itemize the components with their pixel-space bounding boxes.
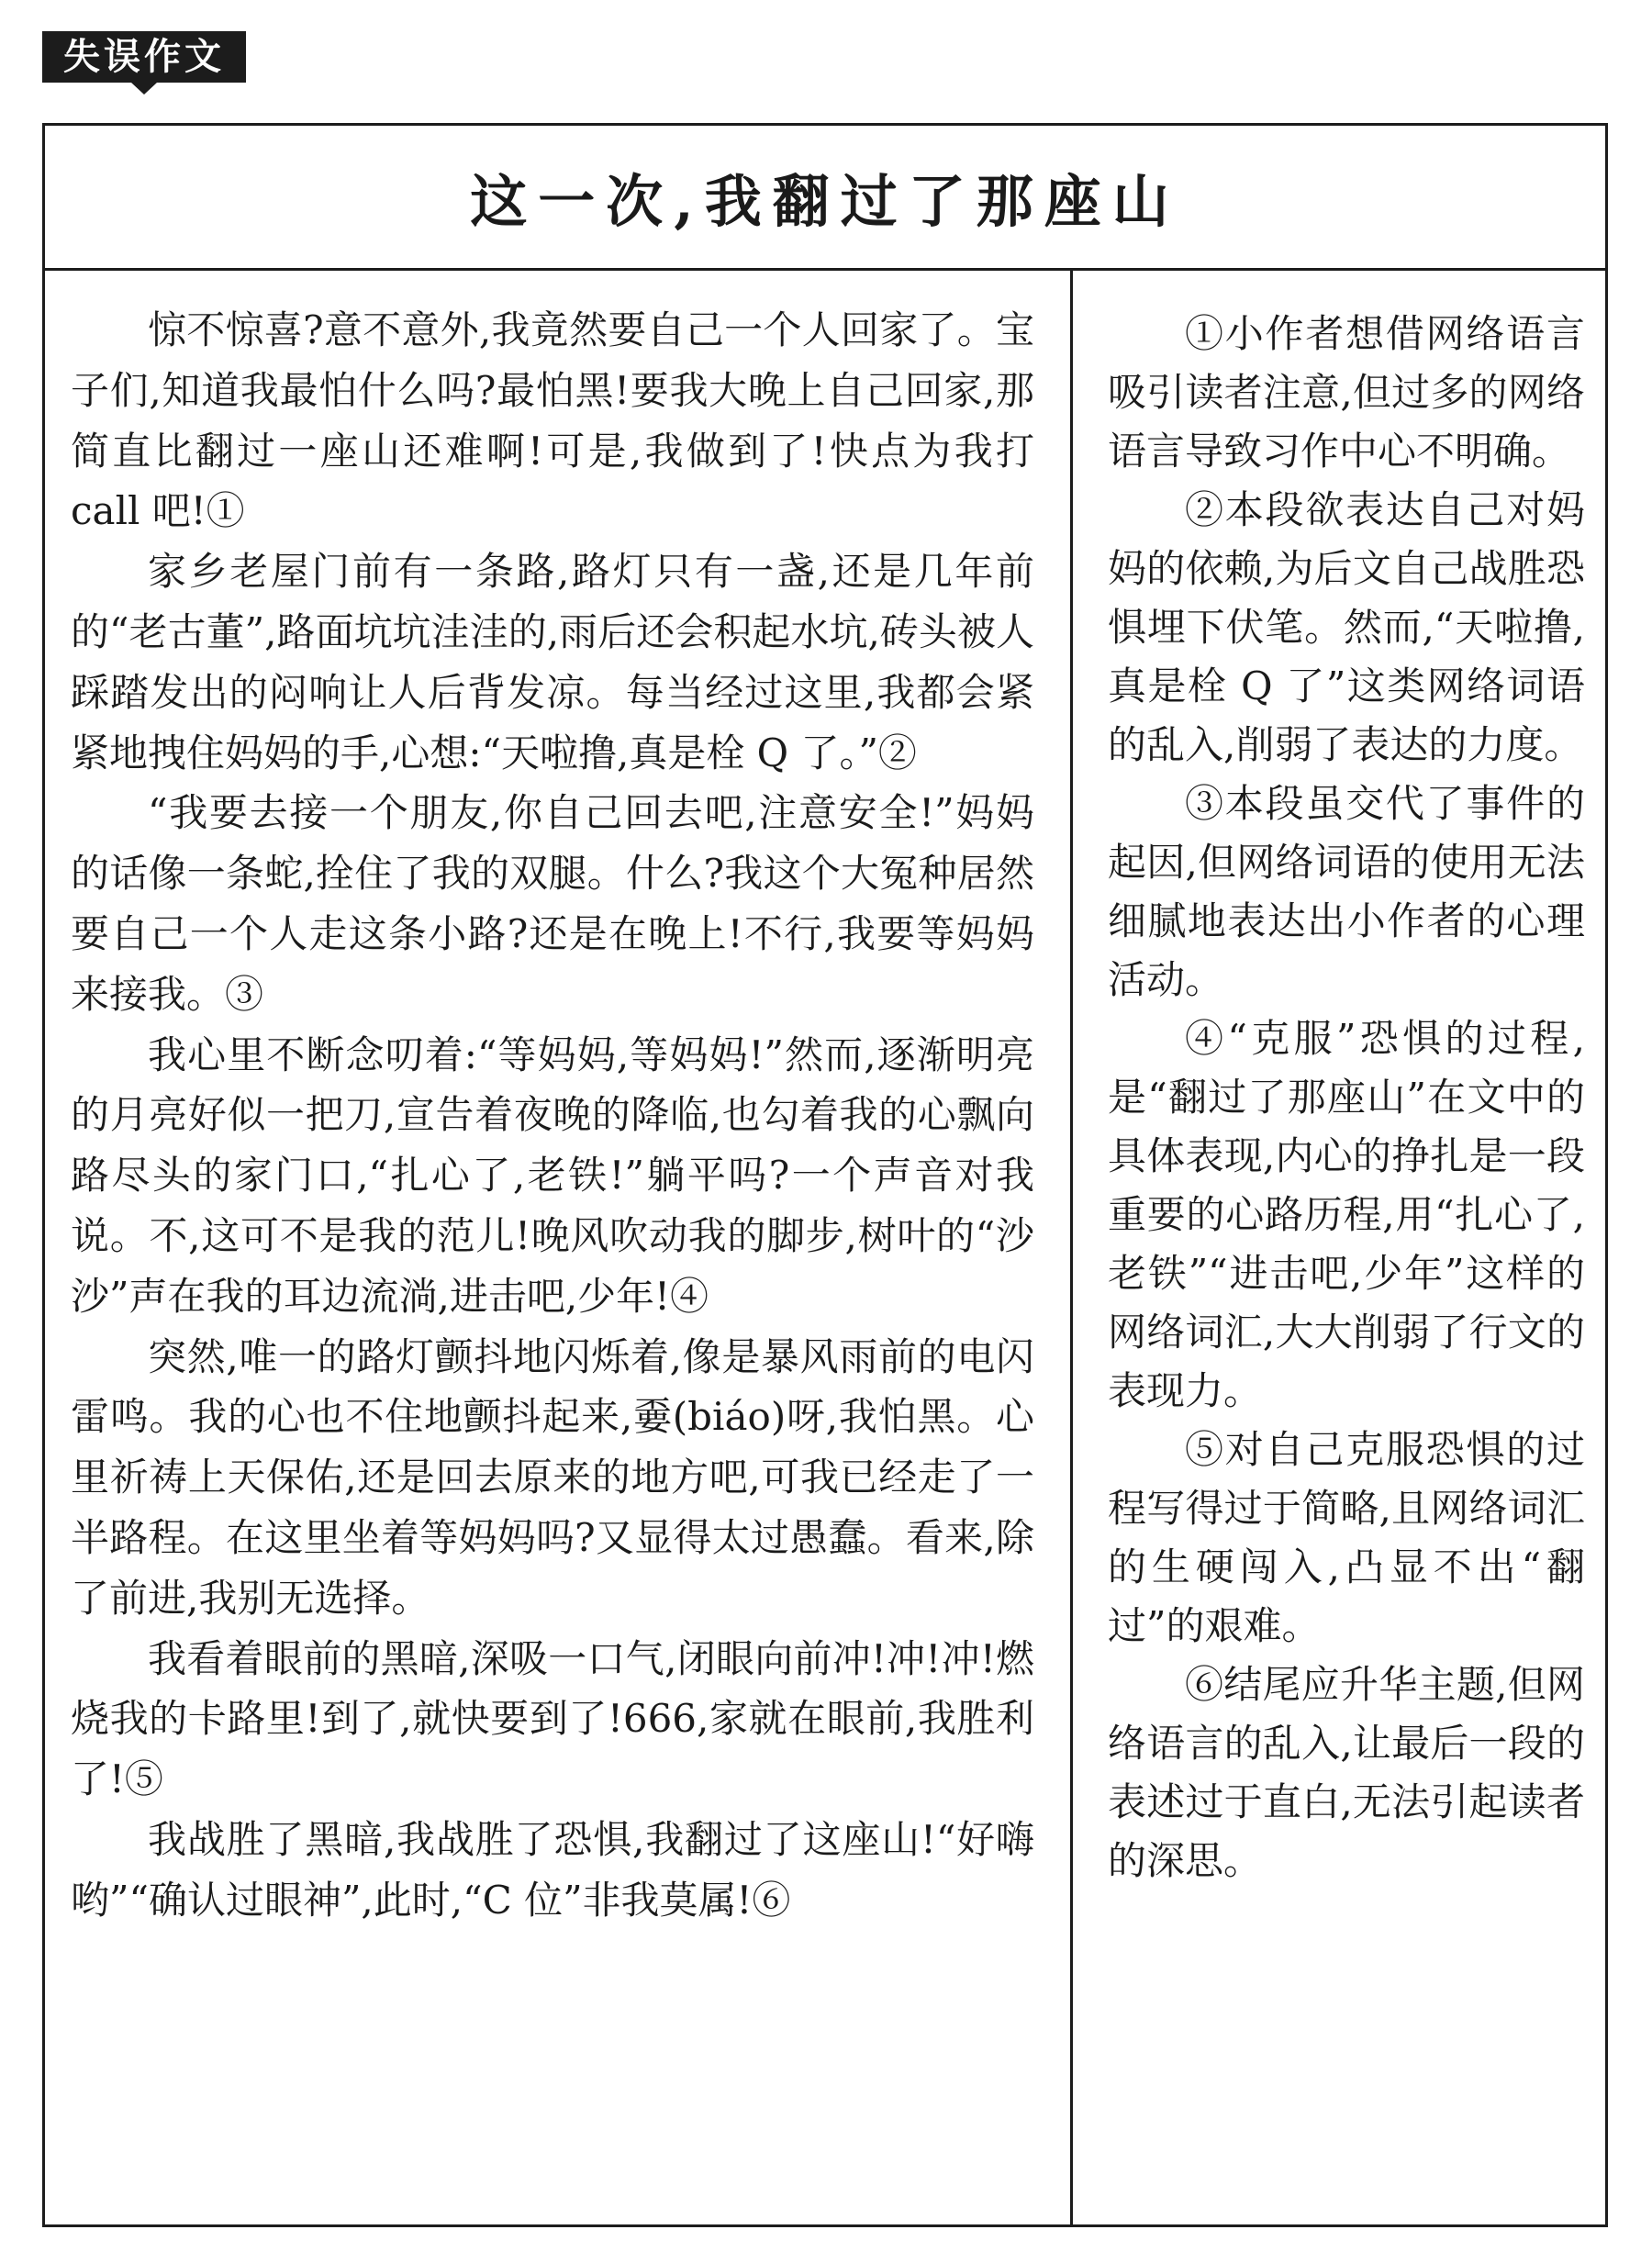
comment-column: [1108, 305, 1585, 1890]
section-tag: 失误作文: [42, 31, 246, 83]
essay-paragraph: 家乡老屋门前有一条路,路灯只有一盏,还是几年前的“老古董”,路面坑坑洼洼的,雨后还会积起水坑,砖头被人踩踏发出的闷响让人后背发凉。每当经过这里,我都会紧紧地拽住妈妈的手,心想:“天啦撸,真是栓 Q 了。”②: [71, 549, 1034, 775]
comment-note: ②本段欲表达自己对妈妈的依赖,为后文自己战胜恐惧埋下伏笔。然而,“天啦撸,真是栓 Q 了”这类网络词语的乱入,削弱了表达的力度。: [1108, 487, 1585, 767]
tag-pointer-icon: [131, 83, 157, 95]
comment-note: ③本段虽交代了事件的起因,但网络词语的使用无法细腻地表达出小作者的心理活动。: [1108, 781, 1585, 1002]
title-band: [45, 126, 1605, 271]
comment-note: ④“克服”恐惧的过程,是“翻过了那座山”在文中的具体表现,内心的挣扎是一段重要的心路历程,用“扎心了,老铁”“进击吧,少年”这样的网络词汇,大大削弱了行文的表现力。: [1108, 1016, 1585, 1413]
article-frame: [42, 123, 1608, 2227]
essay-paragraph: 我看着眼前的黑暗,深吸一口气,闭眼向前冲!冲!冲!燃烧我的卡路里!到了,就快要到了!666,家就在眼前,我胜利了!⑤: [71, 1635, 1034, 1802]
essay-paragraph: 惊不惊喜?意不意外,我竟然要自己一个人回家了。宝子们,知道我最怕什么吗?最怕黑!要我大晚上自己回家,那简直比翻过一座山还难啊!可是,我做到了!快点为我打 call 吧!①: [71, 307, 1034, 534]
article-title: 这一次,我翻过了那座山: [470, 168, 1180, 235]
comment-note: ⑥结尾应升华主题,但网络语言的乱入,让最后一段的表述过于直白,无法引起读者的深思。: [1108, 1662, 1585, 1883]
column-divider: [1070, 271, 1073, 2224]
comment-note: ①小作者想借网络语言吸引读者注意,但过多的网络语言导致习作中心不明确。: [1108, 311, 1585, 474]
essay-column: [71, 300, 1034, 1931]
essay-paragraph: 突然,唯一的路灯颤抖地闪烁着,像是暴风雨前的电闪雷鸣。我的心也不住地颤抖起来,嫑(biáo)呀,我怕黑。心里祈祷上天保佑,还是回去原来的地方吧,可我已经走了一半路程。在这里坐着等妈妈吗?又显得太过愚蠢。看来,除了前进,我别无选择。: [71, 1333, 1034, 1621]
comment-note: ⑤对自己克服恐惧的过程写得过于简略,且网络词汇的生硬闯入,凸显不出“翻过”的艰难。: [1108, 1427, 1585, 1648]
essay-paragraph: 我战胜了黑暗,我战胜了恐惧,我翻过了这座山!“好嗨哟”“确认过眼神”,此时,“C 位”非我莫属!⑥: [71, 1816, 1034, 1923]
essay-paragraph: 我心里不断念叨着:“等妈妈,等妈妈!”然而,逐渐明亮的月亮好似一把刀,宣告着夜晚的降临,也勾着我的心飘向路尽头的家门口,“扎心了,老铁!”躺平吗?一个声音对我说。不,这可不是我的范儿!晚风吹动我的脚步,树叶的“沙沙”声在我的耳边流淌,进击吧,少年!④: [71, 1031, 1034, 1319]
essay-paragraph: “我要去接一个朋友,你自己回去吧,注意安全!”妈妈的话像一条蛇,拴住了我的双腿。什么?我这个大冤种居然要自己一个人走这条小路?还是在晚上!不行,我要等妈妈来接我。③: [71, 790, 1034, 1017]
